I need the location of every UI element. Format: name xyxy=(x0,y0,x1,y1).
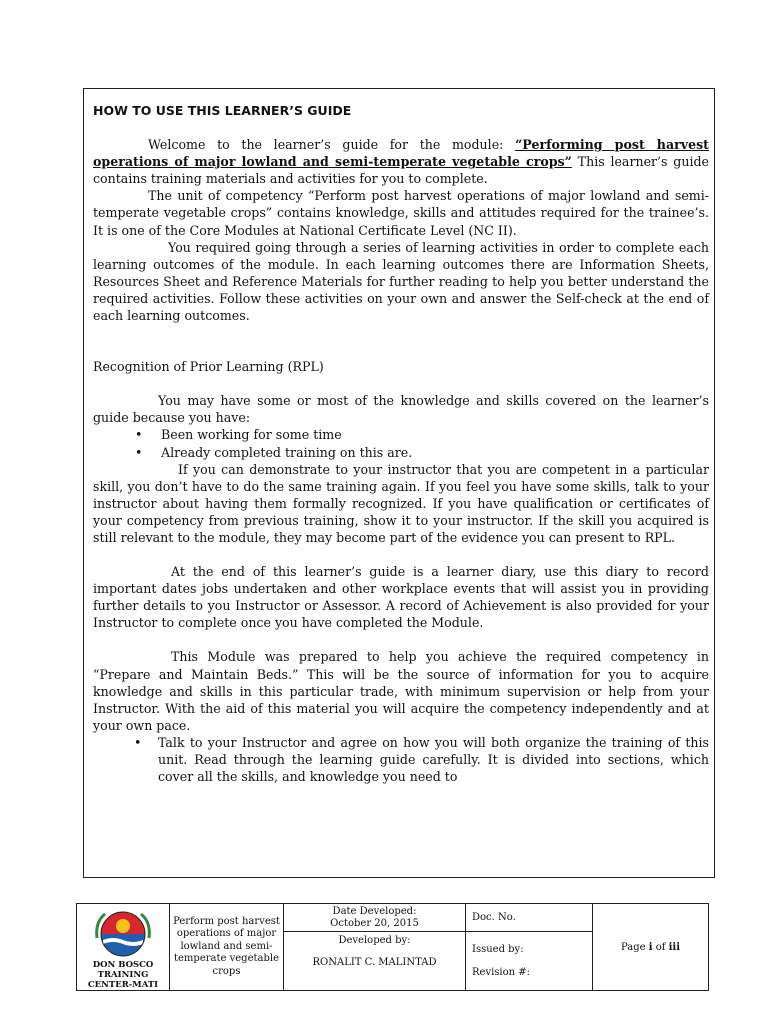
required-paragraph: You required going through a series of learning activities in order to complete each learning outcomes of the module. In each learning outcomes there are Information Sheets, Resources Sheet and Reference Materials for further reading to help you better understand the required activities. Follow these activities on your own and answer the Self-check at the end of each learning outcomes. xyxy=(93,239,709,324)
rpl-paragraph: You may have some or most of the knowledge and skills covered on the learner’s guide because you have: xyxy=(93,393,709,426)
demonstrate-paragraph: If you can demonstrate to your instructor that you are competent in a particular skill, you don’t have to do the same training again. If you feel you have some skills, talk to your instructor about having them formally recognized. If you have qualification or certificates of your competency from previous training, show it to your instructor. If the skill you acquired is still relevant to the module, they may become part of the evidence you can present to RPL. xyxy=(93,461,709,545)
guide-content xyxy=(93,102,709,785)
logo-cell xyxy=(77,904,170,991)
module-title-cell: Perform post harvest operations of major lowland and semi-temperate vegetable crops xyxy=(170,904,284,991)
developed-by-cell: Developed by: RONALIT C. MALINTAD xyxy=(284,932,466,991)
revision-cell: Revision #: xyxy=(466,967,593,991)
final-list xyxy=(93,734,709,785)
unit-paragraph: The unit of competency “Perform post harvest operations of major lowland and semi-temperate vegetable crops” contains knowledge, skills and attitudes required for the trainee’s. It is one of the Core Modules at National Certificate Level (NC II). xyxy=(93,188,709,238)
page-number-cell: Page i of iii xyxy=(593,904,709,991)
list-item: • Talk to your Instructor and agree on how you will both organize the training of this unit. Read through the learning guide carefully. It is divided into sections, which cover all the skills, and knowledge you need to xyxy=(158,734,709,785)
page-title: HOW TO USE THIS LEARNER’S GUIDE xyxy=(93,103,352,118)
module-paragraph: This Module was prepared to help you achieve the required competency in “Prepare and Maintain Beds.” This will be the source of information for you to acquire knowledge and skills in this particular trade, with minimum supervision or help from your Instructor. With the aid of this material you will acquire the competency independently and at your own pace. xyxy=(93,649,709,733)
module-name: “Performing post harvest operations of major lowland and semi-temperate vegetable crops” xyxy=(93,137,709,170)
list-item: • Already completed training on this are. xyxy=(161,444,709,461)
school-logo xyxy=(93,908,153,960)
rpl-heading: Recognition of Prior Learning (RPL) xyxy=(93,359,324,375)
welcome-prefix: Welcome to the learner’s guide for the module: xyxy=(148,137,516,153)
issued-by-cell: Issued by: xyxy=(466,932,593,968)
school-name: DON BOSCO TRAINING CENTER-MATI xyxy=(87,960,159,990)
welcome-suffix: This learner’s guide contains training materials and activities for you to complete. xyxy=(93,154,709,187)
date-developed-cell: Date Developed: October 20, 2015 xyxy=(284,904,466,932)
diary-paragraph: At the end of this learner’s guide is a learner diary, use this diary to record important dates jobs undertaken and other workplace events that will assist you in providing further details to you Instructor or Assessor. A record of Achievement is also provided for your Instructor to complete once you have completed the Module. xyxy=(93,564,709,631)
document-footer xyxy=(76,903,709,991)
rpl-list xyxy=(93,426,709,460)
doc-no-cell: Doc. No. xyxy=(466,904,593,932)
welcome-paragraph xyxy=(93,136,709,187)
list-item: • Been working for some time xyxy=(161,426,709,443)
